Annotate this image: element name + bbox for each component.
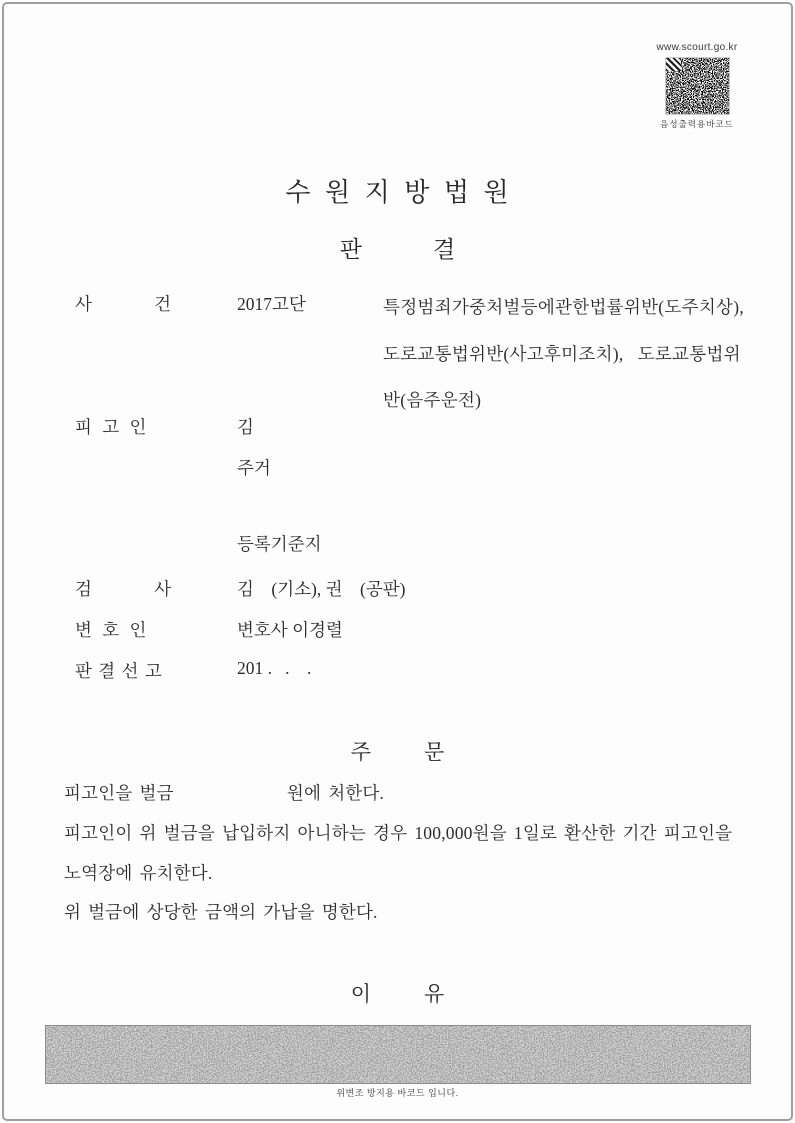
disposition-heading: 주 문 xyxy=(350,740,445,764)
prosecutor-label: 검 사 xyxy=(75,579,172,599)
defense-counsel-name: 변호사 이경렬 xyxy=(237,620,343,640)
charges-list xyxy=(383,284,748,424)
defendant-name: 김 xyxy=(237,417,254,437)
disposition-line: 피고인이 위 벌금을 납입하지 아니하는 경우 100,000원을 1일로 환산한 기간 피고인을 xyxy=(64,823,733,843)
sentencing-date-value: 201 . . . xyxy=(237,658,312,678)
reasons-heading: 이 유 xyxy=(350,982,445,1006)
page-border xyxy=(2,2,793,1121)
defense-counsel-label: 변 호 인 xyxy=(75,620,147,640)
registered-domicile-label: 등록기준지 xyxy=(237,534,322,554)
case-label: 사 건 xyxy=(75,294,172,314)
voice-output-qr-code xyxy=(665,57,730,115)
voice-barcode-label: 음성출력용바코드 xyxy=(660,119,734,129)
strip-noise-texture xyxy=(46,1026,750,1083)
anti-forgery-barcode-strip xyxy=(45,1025,751,1084)
case-number: 2017고단 xyxy=(237,294,306,314)
disposition-line: 피고인을 벌금 원에 처한다. xyxy=(64,783,385,803)
court-website-url: www.scourt.go.kr xyxy=(656,42,738,53)
sentencing-date-label: 판 결 선 고 xyxy=(75,661,162,681)
residence-label: 주거 xyxy=(237,458,271,478)
disposition-line: 위 벌금에 상당한 금액의 가납을 명한다. xyxy=(64,902,378,922)
document-type-title: 판 결 xyxy=(339,237,456,262)
barcode-caption: 위변조 방지용 바코드 입니다. xyxy=(336,1088,459,1098)
charge-line: 특정범죄가중처벌등에관한법률위반(도주치상), xyxy=(383,297,745,317)
charge-line: 반(음주운전) xyxy=(383,390,482,410)
prosecutor-names: 김 (기소), 권 (공판) xyxy=(237,579,406,599)
qr-corner-stripes xyxy=(666,58,681,71)
defendant-label: 피 고 인 xyxy=(75,417,147,437)
charge-line: 도로교통법위반(사고후미조치), 도로교통법위 xyxy=(383,343,741,364)
disposition-line: 노역장에 유치한다. xyxy=(64,863,213,883)
court-name-title: 수 원 지 방 법 원 xyxy=(285,178,510,207)
voice-barcode-block xyxy=(652,42,742,130)
